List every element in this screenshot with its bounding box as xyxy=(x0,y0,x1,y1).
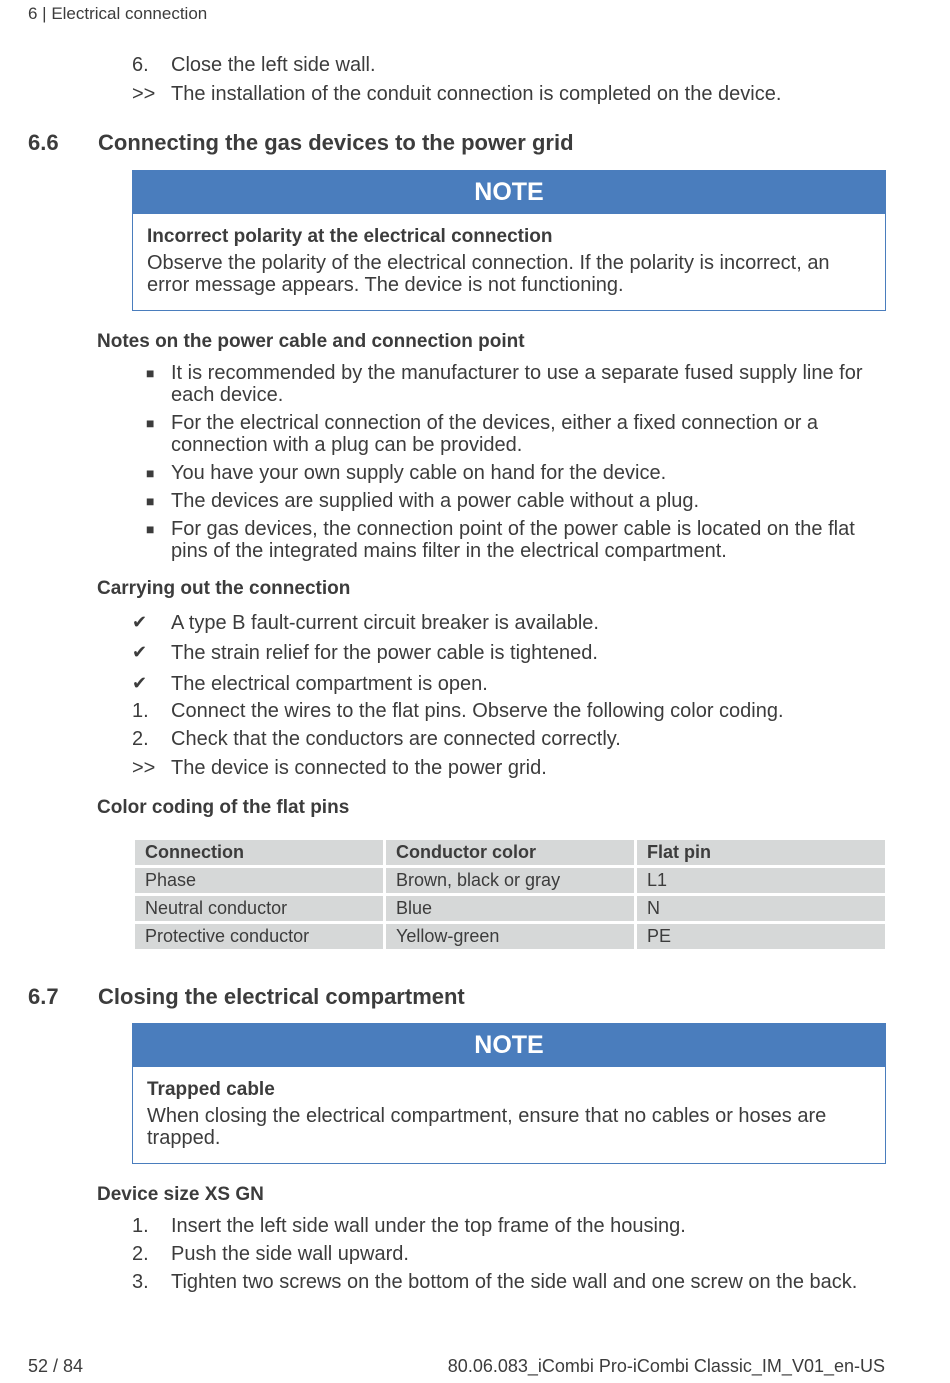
flat-pin-table xyxy=(132,837,888,952)
note-label: NOTE xyxy=(133,171,885,214)
section-heading-6-7 xyxy=(28,984,928,1012)
result-item xyxy=(132,83,892,106)
table-cell: Neutral conductor xyxy=(135,896,383,921)
bullet-text: The devices are supplied with a power cable without a plug. xyxy=(171,490,700,512)
table-cell: Brown, black or gray xyxy=(386,868,634,893)
column-header: Flat pin xyxy=(637,840,885,865)
prerequisite-item xyxy=(132,612,892,634)
step-text: Tighten two screws on the bottom of the side wall and one screw on the back. xyxy=(171,1271,858,1293)
note-title: Trapped cable xyxy=(147,1079,275,1100)
step-item xyxy=(132,728,892,751)
step-item xyxy=(132,1243,892,1266)
bullet-item xyxy=(132,362,892,406)
note-box-polarity xyxy=(132,170,886,311)
section-heading-6-6 xyxy=(28,130,928,158)
checkmark-icon: ✔ xyxy=(132,673,148,693)
table-cell: PE xyxy=(637,924,885,949)
table-cell: N xyxy=(637,896,885,921)
table-cell: Yellow-green xyxy=(386,924,634,949)
bullet-item xyxy=(132,490,892,512)
section-title: Closing the electrical compartment xyxy=(98,984,465,1009)
result-item xyxy=(132,757,892,780)
table-header-row xyxy=(135,840,885,865)
subheading-procedure: Carrying out the connection xyxy=(97,578,351,599)
result-marker: >> xyxy=(132,757,156,779)
checkmark-icon: ✔ xyxy=(132,612,148,632)
result-text: The installation of the conduit connection is completed on the device. xyxy=(171,83,782,105)
step-number: 1. xyxy=(132,700,149,722)
bullet-text: For gas devices, the connection point of the power cable is located on the flat pins of the integrated mains filter in the electrical compartment. xyxy=(171,518,855,562)
section-number: 6.7 xyxy=(28,984,59,1009)
bullet-icon: ■ xyxy=(146,415,155,431)
note-text: When closing the electrical compartment, ensure that no cables or hoses are trapped. xyxy=(147,1105,827,1149)
bullet-icon: ■ xyxy=(146,521,155,537)
subheading-color-coding: Color coding of the flat pins xyxy=(97,797,350,818)
result-text: The device is connected to the power grid. xyxy=(171,757,547,779)
bullet-icon: ■ xyxy=(146,493,155,509)
result-marker: >> xyxy=(132,83,156,105)
bullet-text: It is recommended by the manufacturer to use a separate fused supply line for each device. xyxy=(171,362,863,406)
section-title: Connecting the gas devices to the power grid xyxy=(98,130,574,155)
table-row xyxy=(135,924,885,949)
note-label: NOTE xyxy=(133,1024,885,1067)
step-number: 2. xyxy=(132,728,149,750)
running-header: 6 | Electrical connection xyxy=(28,4,208,23)
step-text: Insert the left side wall under the top frame of the housing. xyxy=(171,1215,686,1237)
page-number: 52 / 84 xyxy=(28,1356,84,1376)
step-number: 1. xyxy=(132,1215,149,1237)
bullet-icon: ■ xyxy=(146,465,155,481)
section-number: 6.6 xyxy=(28,130,59,155)
prerequisite-item xyxy=(132,673,892,695)
step-number: 6. xyxy=(132,54,149,76)
step-text: Close the left side wall. xyxy=(171,54,376,76)
table-cell: Phase xyxy=(135,868,383,893)
step-text: Push the side wall upward. xyxy=(171,1243,409,1265)
prerequisite-item xyxy=(132,642,892,664)
step-text: Check that the conductors are connected correctly. xyxy=(171,728,621,750)
bullet-text: You have your own supply cable on hand for the device. xyxy=(171,462,667,484)
subheading-device-size: Device size XS GN xyxy=(97,1184,264,1205)
table-cell: Blue xyxy=(386,896,634,921)
bullet-item xyxy=(132,462,892,484)
table-cell: Protective conductor xyxy=(135,924,383,949)
bullet-icon: ■ xyxy=(146,365,155,381)
prerequisite-text: The strain relief for the power cable is tightened. xyxy=(171,642,598,664)
column-header: Conductor color xyxy=(386,840,634,865)
step-item xyxy=(132,700,892,723)
subheading-notes: Notes on the power cable and connection point xyxy=(97,331,525,352)
step-text: Connect the wires to the flat pins. Observe the following color coding. xyxy=(171,700,784,722)
prerequisite-text: A type B fault-current circuit breaker is available. xyxy=(171,612,599,634)
bullet-item xyxy=(132,412,892,456)
note-title: Incorrect polarity at the electrical connection xyxy=(147,226,553,247)
note-text: Observe the polarity of the electrical connection. If the polarity is incorrect, an error message appears. The device is not functioning. xyxy=(147,252,830,296)
table-cell: L1 xyxy=(637,868,885,893)
step-number: 3. xyxy=(132,1271,149,1293)
step-item xyxy=(132,1215,892,1238)
table-row xyxy=(135,896,885,921)
bullet-text: For the electrical connection of the devices, either a fixed connection or a connection with a plug can be provided. xyxy=(171,412,819,456)
table-row xyxy=(135,868,885,893)
column-header: Connection xyxy=(135,840,383,865)
step-number: 2. xyxy=(132,1243,149,1265)
note-box-trapped-cable xyxy=(132,1023,886,1164)
document-id: 80.06.083_iCombi Pro-iCombi Classic_IM_V01_en-US xyxy=(447,1356,885,1376)
bullet-item xyxy=(132,518,892,562)
checkmark-icon: ✔ xyxy=(132,642,148,662)
step-item xyxy=(132,54,892,77)
prerequisite-text: The electrical compartment is open. xyxy=(171,673,488,695)
step-item xyxy=(132,1271,892,1294)
